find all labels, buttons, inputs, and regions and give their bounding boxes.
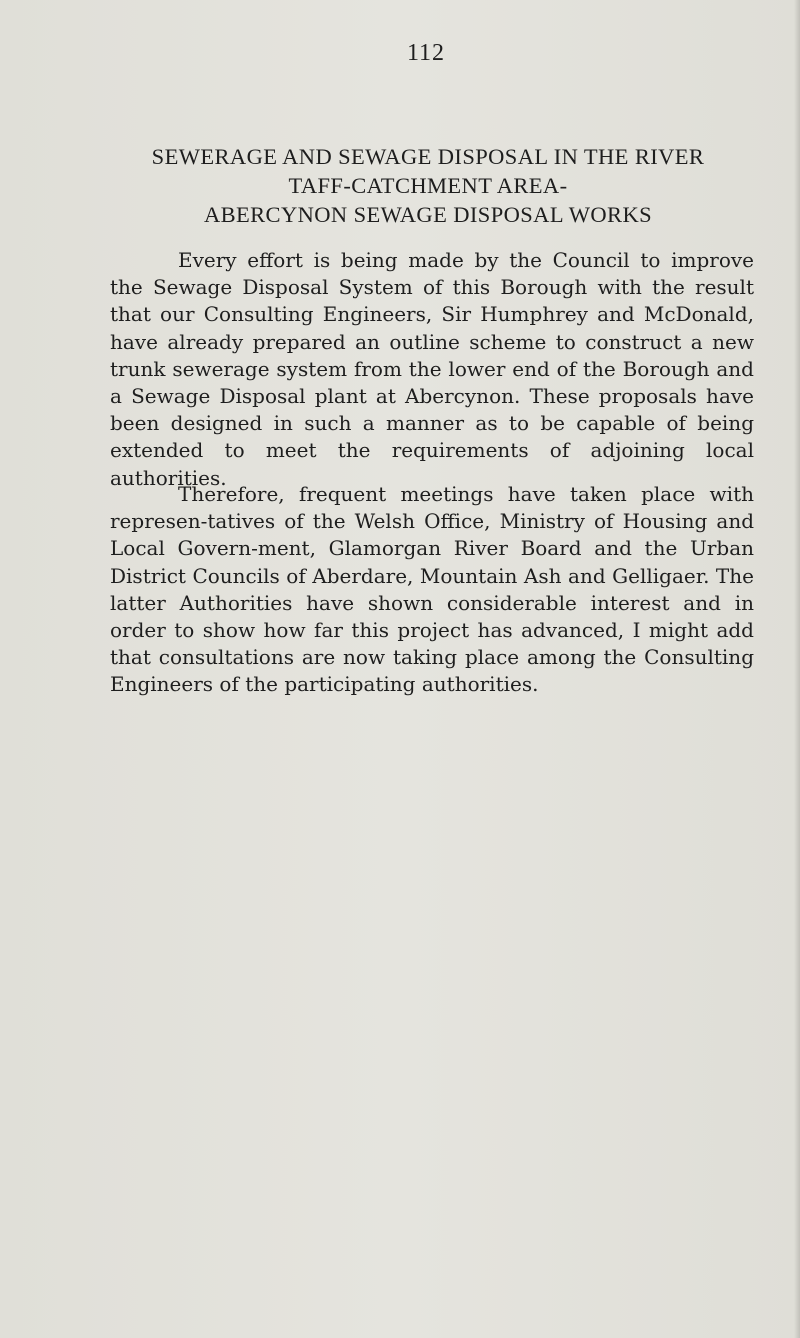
section-heading bbox=[100, 142, 756, 229]
body-paragraph-2: Therefore, frequent meetings have taken place with represen-tatives of the Welsh Office, Ministry of Housing and Local Govern-ment, Glamorgan River Board and the Urban District Councils of Aberdare, Mountain Ash and Gelligaer. The latter Authorities have shown considerable interest and in order to show how far this project has advanced, I might add that consultations are now taking place among the Consulting Engineers of the participating authorities. bbox=[110, 482, 754, 697]
heading-line-1: SEWERAGE AND SEWAGE DISPOSAL IN THE RIVER bbox=[151, 144, 705, 169]
heading-line-2: TAFF-CATCHMENT AREA- bbox=[288, 173, 568, 198]
page-number: 112 bbox=[406, 40, 446, 66]
page-edge-shadow bbox=[794, 0, 800, 1338]
body-paragraph-1: Every effort is being made by the Council to improve the Sewage Disposal System of this Borough with the result that our Consulting Engineers, Sir Humphrey and McDonald, have already prepared an outline scheme to construct a new trunk sewerage system from the lower end of the Borough and a Sewage Disposal plant at Abercynon. These proposals have been designed in such a manner as to be capable of being extended to meet the requirements of adjoining local authorities. bbox=[110, 248, 754, 490]
heading-line-3: ABERCYNON SEWAGE DISPOSAL WORKS bbox=[203, 202, 653, 227]
